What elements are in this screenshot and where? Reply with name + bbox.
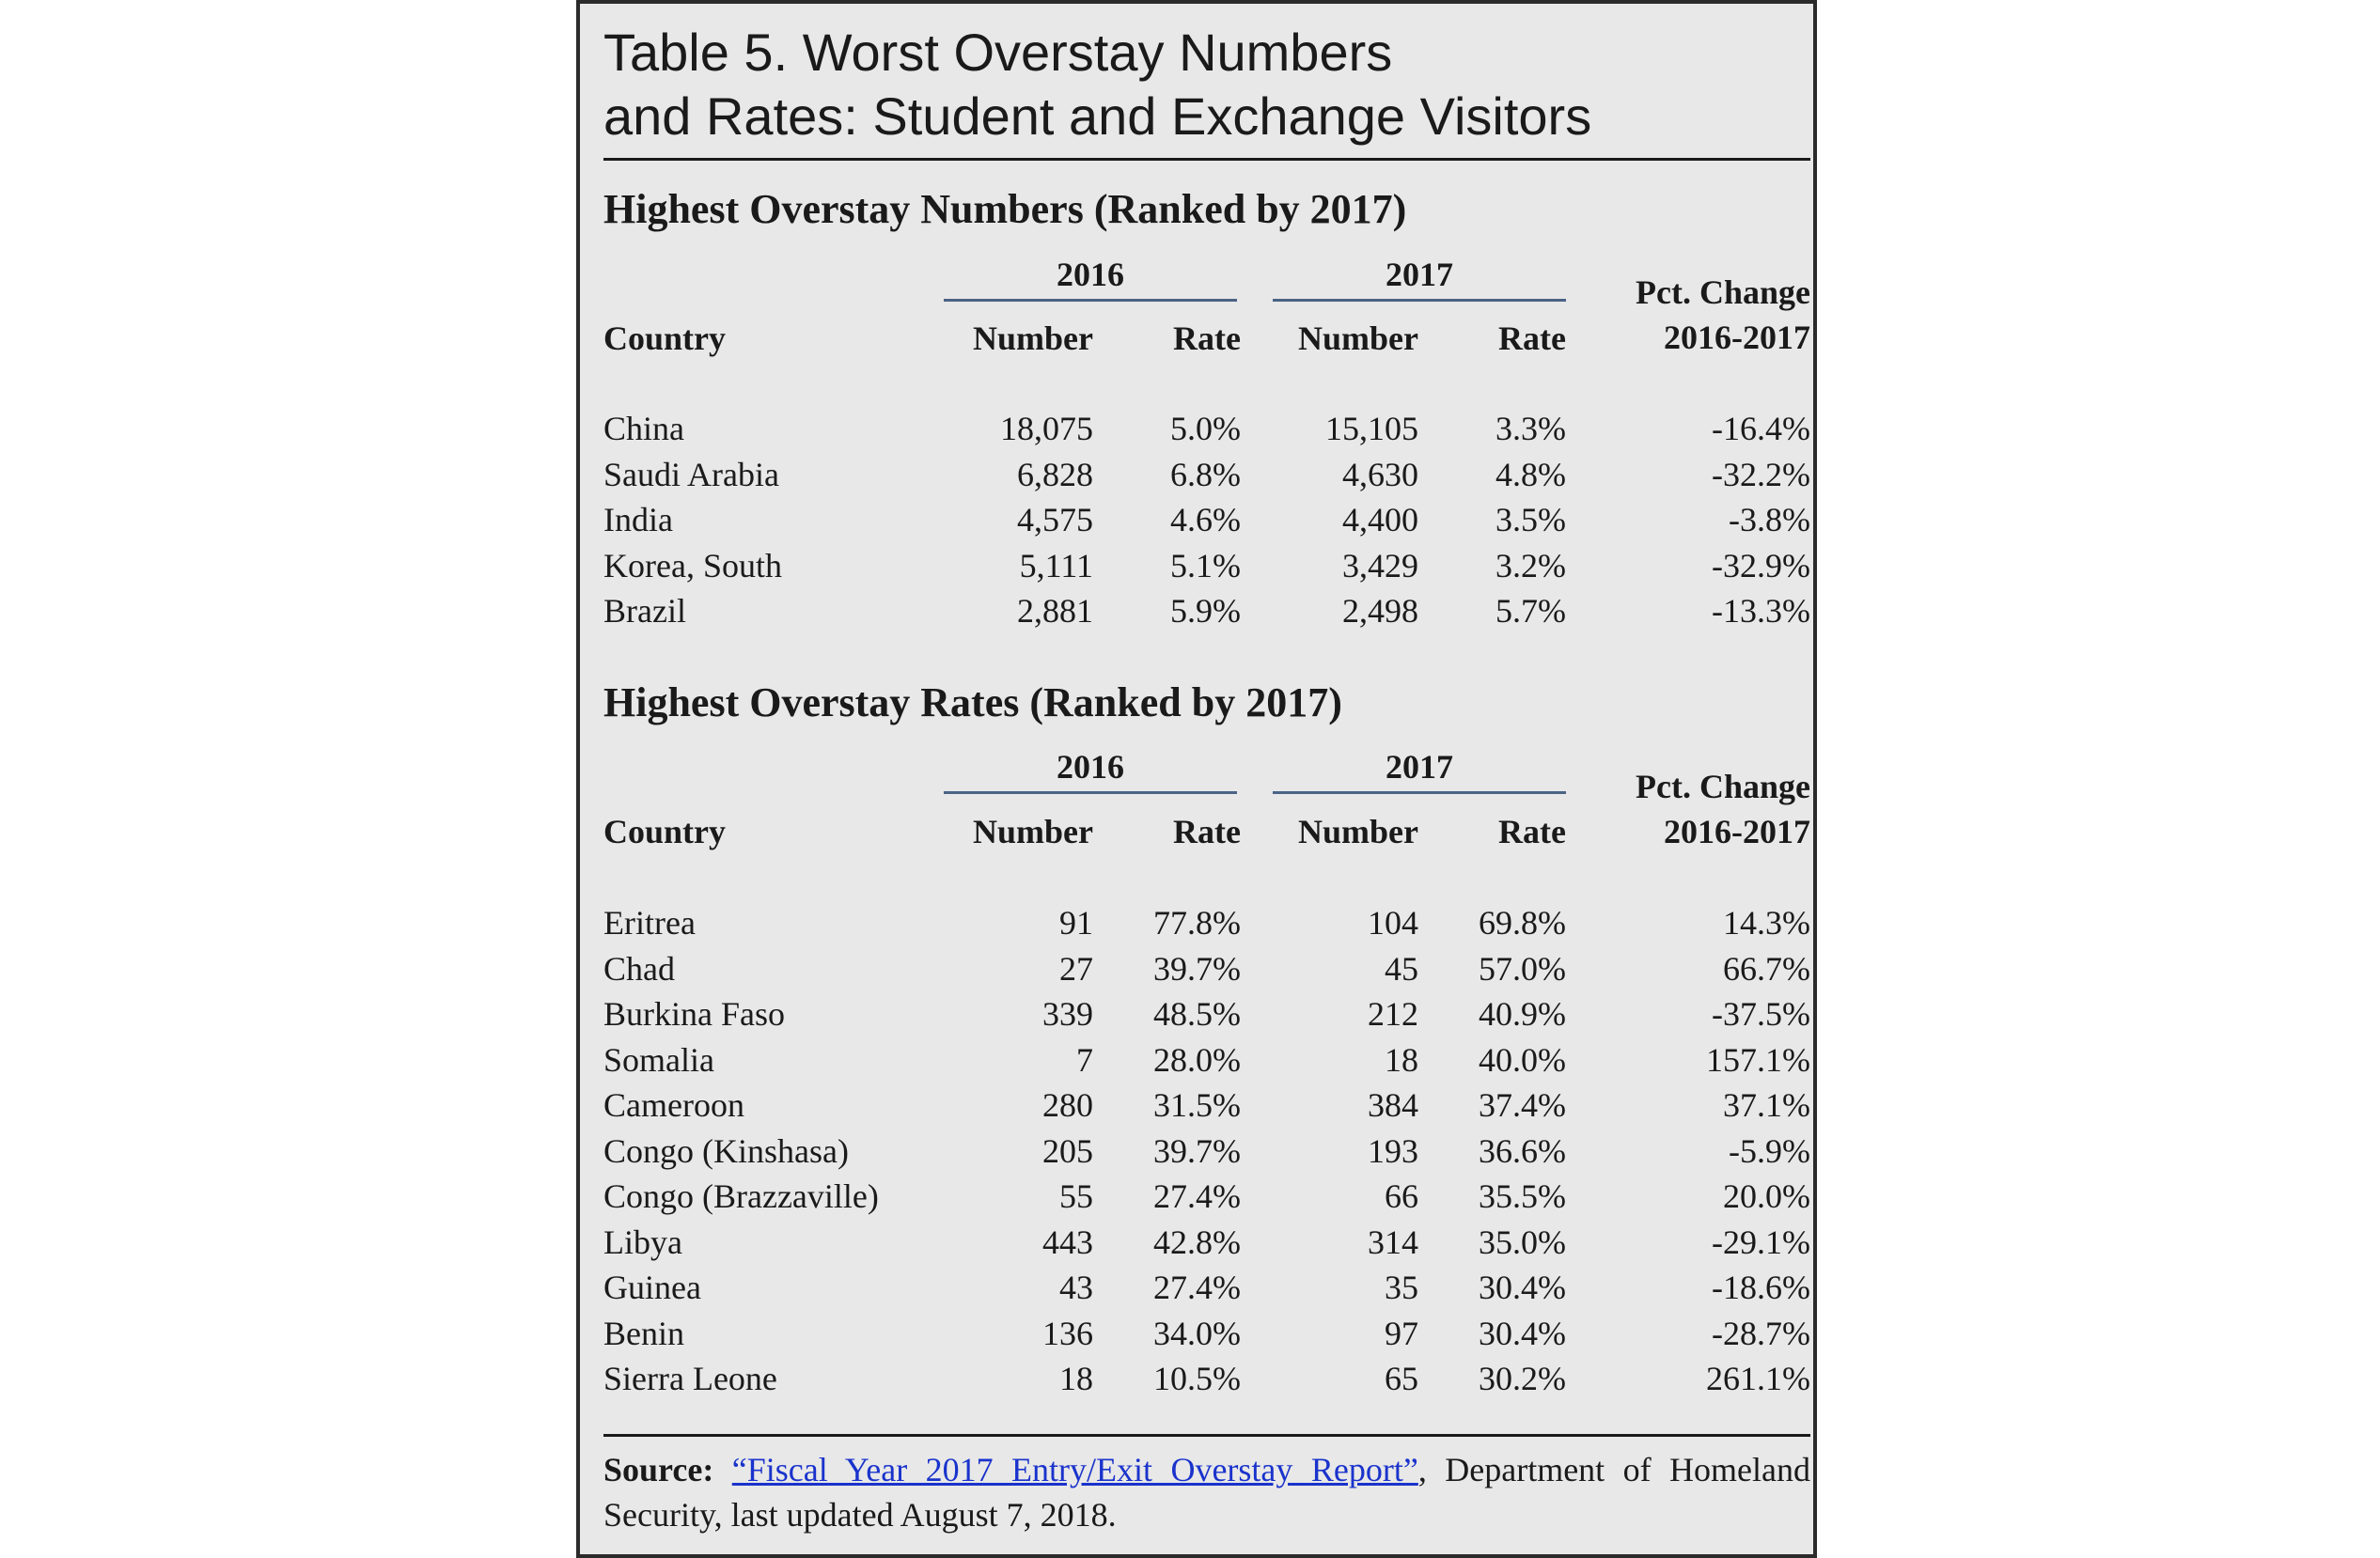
rates-pct-change-header-line1: Pct. Change [1636,768,1810,805]
rate-2016-cell: 10.5% [1153,1360,1241,1397]
numbers-year-2017-header: 2017 [1386,256,1453,293]
table-row [603,900,1810,946]
country-cell: Libya [603,1223,682,1261]
rate-2016-cell: 28.0% [1153,1040,1241,1079]
number-2017-cell: 2,498 [1342,592,1418,630]
rate-2016-cell: 42.8% [1153,1223,1241,1261]
number-2016-cell: 205 [1042,1131,1093,1170]
number-2017-cell: 45 [1385,949,1418,988]
rate-2017-cell: 30.2% [1479,1360,1566,1397]
country-cell: Congo (Brazzaville) [603,1177,879,1215]
pct-change-cell: -32.9% [1712,546,1810,584]
numbers-section-heading: Highest Overstay Numbers (Ranked by 2017) [603,186,1407,232]
pct-change-cell: -29.1% [1712,1223,1810,1261]
table-row [603,1129,1810,1175]
rate-2016-cell: 4.6% [1170,501,1241,538]
table-row [603,497,1810,543]
table-row [603,1037,1810,1083]
numbers-year-2017-rule [1273,299,1566,302]
numbers-pct-change-header-line1: Pct. Change [1636,273,1810,311]
table-title [603,21,1810,148]
table-row [603,1265,1810,1311]
rates-country-header: Country [603,813,727,850]
numbers-country-header: Country [603,319,727,357]
rate-2017-cell: 3.5% [1495,501,1566,538]
pct-change-cell: 157.1% [1706,1040,1810,1079]
rate-2017-cell: 4.8% [1495,455,1566,493]
table-row [603,1174,1810,1220]
rate-2017-cell: 3.3% [1495,410,1566,447]
rates-table-body [603,900,1810,1402]
pct-change-cell: 261.1% [1706,1360,1810,1397]
number-2016-cell: 6,828 [1017,455,1093,493]
table-row [603,1220,1810,1266]
country-cell: Chad [603,949,675,988]
country-cell: Brazil [603,592,686,630]
table-row [603,406,1810,452]
rates-year-2016-rule [944,791,1237,794]
pct-change-cell: -37.5% [1712,995,1810,1033]
country-cell: China [603,410,684,447]
table-row [603,1083,1810,1129]
rate-2017-cell: 30.4% [1479,1314,1566,1352]
number-2017-cell: 384 [1368,1086,1418,1124]
rates-pct-change-header [1585,764,1810,854]
rate-2016-cell: 5.1% [1170,546,1241,584]
rates-year-2016-header: 2016 [1057,748,1124,786]
rate-2017-cell: 40.9% [1479,995,1566,1033]
table-row [603,452,1810,498]
number-2017-cell: 3,429 [1342,546,1418,584]
numbers-year-2016-header: 2016 [1057,256,1124,293]
rates-section-heading: Highest Overstay Rates (Ranked by 2017) [603,679,1342,725]
table-row [603,1356,1810,1402]
rate-2016-cell: 27.4% [1153,1177,1241,1215]
rate-2017-cell: 37.4% [1479,1086,1566,1124]
pct-change-cell: -18.6% [1712,1269,1810,1306]
numbers-table-body [603,406,1810,634]
rates-2017-number-header: Number [1298,813,1418,850]
rate-2016-cell: 48.5% [1153,995,1241,1033]
numbers-pct-change-header [1585,270,1810,360]
country-cell: Congo (Kinshasa) [603,1131,849,1170]
table-row [603,946,1810,992]
country-cell: Korea, South [603,546,782,584]
pct-change-cell: -13.3% [1712,592,1810,630]
rate-2017-cell: 3.2% [1495,546,1566,584]
rate-2016-cell: 34.0% [1153,1314,1241,1352]
rate-2016-cell: 27.4% [1153,1269,1241,1306]
table-row [603,588,1810,634]
number-2016-cell: 443 [1042,1223,1093,1261]
number-2016-cell: 5,111 [1019,546,1093,584]
number-2017-cell: 97 [1385,1314,1418,1352]
number-2017-cell: 4,400 [1342,501,1418,538]
numbers-year-2016-rule [944,299,1237,302]
rates-year-2017-header: 2017 [1386,748,1453,786]
table-title-line1: Table 5. Worst Overstay Numbers [603,23,1393,82]
number-2017-cell: 66 [1385,1177,1418,1215]
number-2016-cell: 280 [1042,1086,1093,1124]
rate-2017-cell: 5.7% [1495,592,1566,630]
rate-2016-cell: 77.8% [1153,904,1241,942]
rates-2017-rate-header: Rate [1498,813,1566,850]
number-2016-cell: 43 [1059,1269,1093,1306]
number-2016-cell: 55 [1059,1177,1093,1215]
country-cell: Cameroon [603,1086,744,1124]
rate-2017-cell: 57.0% [1479,949,1566,988]
number-2017-cell: 193 [1368,1131,1418,1170]
title-divider [603,158,1810,161]
table-title-line2: and Rates: Student and Exchange Visitors [603,86,1592,146]
number-2017-cell: 314 [1368,1223,1418,1261]
country-cell: Sierra Leone [603,1360,777,1397]
source-divider [603,1434,1810,1437]
source-label: Source: [603,1451,714,1488]
number-2016-cell: 2,881 [1017,592,1093,630]
rate-2017-cell: 36.6% [1479,1131,1566,1170]
pct-change-cell: 37.1% [1723,1086,1810,1124]
source-report-link[interactable]: “Fiscal Year 2017 Entry/Exit Overstay Report” [731,1451,1418,1488]
rates-2016-number-header: Number [973,813,1093,850]
number-2016-cell: 7 [1076,1040,1093,1079]
rate-2016-cell: 5.9% [1170,592,1241,630]
table-row [603,991,1810,1037]
rate-2017-cell: 35.5% [1479,1177,1566,1215]
rate-2016-cell: 39.7% [1153,1131,1241,1170]
rate-2017-cell: 30.4% [1479,1269,1566,1306]
rates-pct-change-header-line2: 2016-2017 [1664,813,1810,850]
number-2016-cell: 18 [1059,1360,1093,1397]
number-2016-cell: 136 [1042,1314,1093,1352]
pct-change-cell: -16.4% [1712,410,1810,447]
country-cell: Burkina Faso [603,995,785,1033]
number-2017-cell: 65 [1385,1360,1418,1397]
source-note [603,1447,1810,1537]
number-2016-cell: 27 [1059,949,1093,988]
table-panel [576,0,1817,1558]
country-cell: Guinea [603,1269,701,1306]
rate-2017-cell: 40.0% [1479,1040,1566,1079]
country-cell: Eritrea [603,904,696,942]
rate-2016-cell: 39.7% [1153,949,1241,988]
pct-change-cell: -28.7% [1712,1314,1810,1352]
numbers-pct-change-header-line2: 2016-2017 [1664,319,1810,356]
country-cell: Saudi Arabia [603,455,779,493]
table-row [603,1311,1810,1357]
pct-change-cell: 66.7% [1723,949,1810,988]
number-2017-cell: 212 [1368,995,1418,1033]
numbers-2016-rate-header: Rate [1173,319,1241,357]
numbers-2017-rate-header: Rate [1498,319,1566,357]
numbers-2017-number-header: Number [1298,319,1418,357]
pct-change-cell: 14.3% [1723,904,1810,942]
rate-2017-cell: 35.0% [1479,1223,1566,1261]
rates-year-2017-rule [1273,791,1566,794]
pct-change-cell: -5.9% [1729,1131,1810,1170]
number-2017-cell: 15,105 [1325,410,1418,447]
rate-2017-cell: 69.8% [1479,904,1566,942]
rates-2016-rate-header: Rate [1173,813,1241,850]
pct-change-cell: 20.0% [1723,1177,1810,1215]
number-2017-cell: 104 [1368,904,1418,942]
source-text: , Department of Homeland Security, last updated August 7, 2018. [603,1451,1810,1534]
number-2016-cell: 339 [1042,995,1093,1033]
number-2016-cell: 18,075 [1000,410,1093,447]
pct-change-cell: -32.2% [1712,455,1810,493]
number-2016-cell: 91 [1059,904,1093,942]
pct-change-cell: -3.8% [1729,501,1810,538]
country-cell: India [603,501,673,538]
table-row [603,543,1810,589]
number-2017-cell: 4,630 [1342,455,1418,493]
rate-2016-cell: 31.5% [1153,1086,1241,1124]
rate-2016-cell: 5.0% [1170,410,1241,447]
number-2017-cell: 35 [1385,1269,1418,1306]
numbers-2016-number-header: Number [973,319,1093,357]
number-2016-cell: 4,575 [1017,501,1093,538]
number-2017-cell: 18 [1385,1040,1418,1079]
country-cell: Somalia [603,1040,714,1079]
rate-2016-cell: 6.8% [1170,455,1241,493]
country-cell: Benin [603,1314,684,1352]
